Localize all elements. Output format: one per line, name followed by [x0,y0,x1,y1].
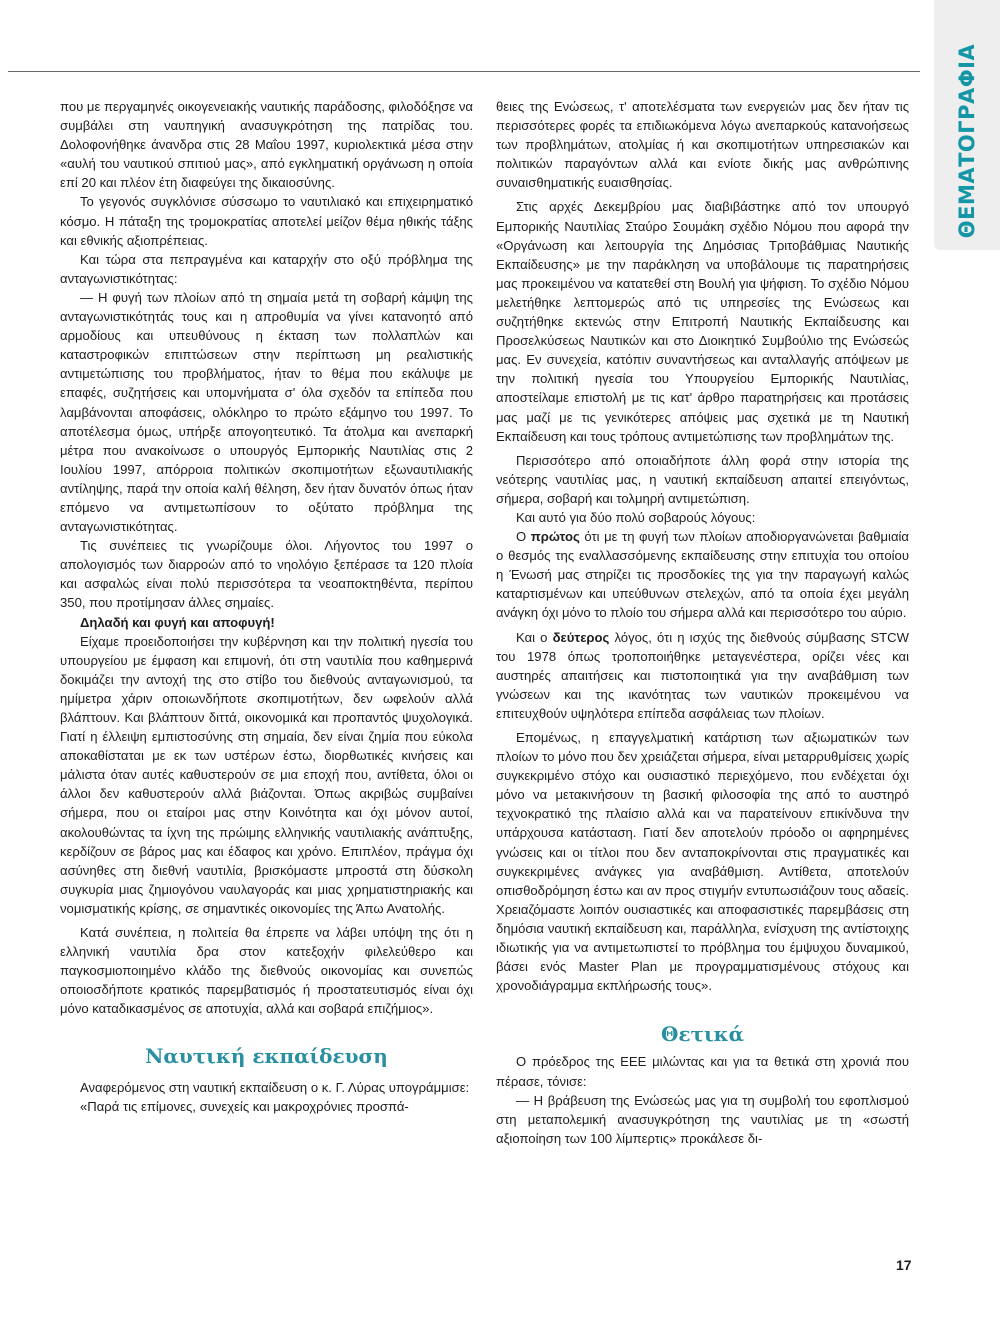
paragraph: Επομένως, η επαγγελματική κατάρτιση των αξιωματικών των πλοίων το μόνο που δεν χρειάζεται σήμερα, είναι μεταρρυθμίσεις χωρίς συγκεκριμένο στόχο και ουσιαστικό περιεχόμενο, που ενδέχεται όχι μόνο να μετακινήσουν τη βασική φιλοσοφία της από το αυστηρό τεχνοκρατικό της πλαίσιο αλλά και να παρατείνουν επικίνδυνα την υπάρχουσα κατάσταση. Γιατί δεν αποτελούν πρόοδο οι αφηρημένες γνώσεις και οι τίτλοι που δεν ανταποκρίνονται στις πραγματικές και συγκεκριμένες ανάγκες για αναβάθμιση. Αντίθετα, αποτελούν οπισθοδρόμηση έστω και αν προς στιγμήν εντυπωσιάζουν τους αδαείς. Χρειαζόμαστε λοιπόν ουσιαστικές και αποφασιστικές παρεμβάσεις στη δημόσια ναυτική εκπαίδευση και, παράλληλα, ενίσχυση της αντίστοιχης ιδιωτικής για να αντιμετωπιστεί το πρόβλημα του έμψυχου δυναμικού, βάσει ενός Master Plan με προγραμματισμένους στόχους και χρονοδιάγραμμα εκπλήρωσής τους». [496,730,909,994]
bold-subheading: Δηλαδή και φυγή και αποφυγή! [80,614,275,630]
paragraph: — Η φυγή των πλοίων από τη σημαία μετά τη σοβαρή κάμψη της ανταγωνιστικότητάς τους και η απροθυμία να γίνει κατανοητό από αρμοδίους και υπευθύνους η έκταση των πολλαπλών και καταστροφικών επιπτώσεων στην περίπτωση μη ρεαλιστικής αντιμετώπισης του προβλήματος, ήταν το θέμα που εκάλυψε με επαφές, συζητήσεις και υπομνήματα σ' όλα σχεδόν τα επίπεδα που λαμβάνονται αποφάσεις, ολόκληρο το πρώτο εξάμηνο του 1997. Το αποτέλεσμα όμως, υπήρξε απογοητευτικό. Τα άτολμα και ανεπαρκή μέτρα που ανακοίνωσε ο υπουργός Εμπορικής Ναυτιλίας στις 2 Ιουλίου 1997, απόρροια πολιτικών σκοπιμοτήτων εξωναυτιλιακής αντίληψης, παρά την οποία καλή θέληση, δεν ήταν δυνατόν όπως ήταν επόμενο να αντιμετωπίσουν το οξύτατο πρόβλημα της ανταγωνιστικότητας. [60,289,473,535]
section-tab-label-wrap [934,35,1000,247]
paragraph: Τις συνέπειες τις γνωρίζουμε όλοι. Λήγοντος του 1997 ο απολογισμός των διαρροών από το νηολόγιο ξεπέρασε τα 120 πλοία και ασφαλώς είναι πολύ περισσότερα τα νεοαποκτηθέντα, περίπου 350, που προτίμησαν άλλες σημαίες. [60,538,473,611]
paragraph: Κατά συνέπεια, η πολιτεία θα έπρεπε να λάβει υπόψη της ότι η ελληνική ναυτιλία δρα στον κατεξοχήν φιλελεύθερο και παγκοσμιοποιημένο κλάδο της διεθνούς οικονομίας και συνεπώς οποιοσδήποτε κρατικός παρεμβατισμός ή προστατευτισμός είναι όχι μόνο καταδικασμένος σε αποτυχία, αλλά και σοβαρά επιζήμιος». [60,925,473,1017]
bold-term: δεύτερος [552,629,610,645]
paragraph: Ο πρόεδρος της ΕΕΕ μιλώντας και για τα θετικά στη χρονιά που πέρασε, τόνισε: [496,1054,909,1089]
right-column [496,97,909,1148]
section-heading: Θετικά [660,1022,745,1047]
paragraph-rest: ότι με τη φυγή των πλοίων αποδιοργανώνεται βαθμιαία ο θεσμός της εναλλασσόμενης εκπαίδευσης στην επιτυχία του οποίου η Ένωσή μας στηρίζει τις προσδοκίες της για την παραγωγή καλώς καταρτισμένων και υπεύθυνων στελεχών, από τα οποία έχει μεγάλη ανάγκη όχι μόνο το πλοίο του σήμερα αλλά και περισσότερο του αύριο. [496,529,909,621]
paragraph: Το γεγονός συγκλόνισε σύσσωμο το ναυτιλιακό και επιχειρηματικό κόσμο. Η πάταξη της τρομοκρατίας αποτελεί μείζον θέμα ηθικής τάξης και εθνικής αξιοπρέπειας. [60,194,473,248]
bold-term: πρώτος [530,529,580,545]
left-column [60,97,473,1116]
paragraph-lead: Και ο [516,629,553,645]
paragraph: — Η βράβευση της Ενώσεώς μας για τη συμβολή του εφοπλισμού στη μεταπολεμική ανασυγκρότηση της ναυτιλίας με τη «σωστή αξιοποίηση των 100 λίμπερτις» προκάλεσε δι- [496,1092,909,1146]
paragraph [496,628,909,723]
section-heading: Ναυτική εκπαίδευση [145,1043,388,1068]
paragraph: Και αυτό για δύο πολύ σοβαρούς λόγους: [516,509,756,525]
paragraph-lead: Ο [516,529,531,545]
paragraph-rest: λόγος, ότι η ισχύς της διεθνούς σύμβασης STCW του 1978 όπως τροποποιήθηκε μεταγενέστερα, ορίζει νέες και αυστηρές απαιτήσεις και πιστοποιητικά για την αναβάθμιση των γνώσεων και της ικανότητας των ναυτικών προκειμένου να επιτευχθούν υψηλότερα επίπεδα ασφάλειας των πλοίων. [496,629,909,721]
top-rule [8,71,920,72]
paragraph: Αναφερόμενος στη ναυτική εκπαίδευση ο κ. Γ. Λύρας υπογράμμισε: [80,1079,470,1095]
paragraph: που με περγαμηνές οικογενειακής ναυτικής παράδοσης, φιλοδόξησε να συμβάλει στη ναυπηγική ανασυγκρότηση της πατρίδας του. Δολοφονήθηκε άνανδρα στις 28 Μαΐου 1997, κυριολεκτικά μέσα στην «αυλή του ναυτικού σπιτιού μας», από εγκληματική οργάνωση η οποία επί 20 και πλέον έτη διαφεύγει της δικαιοσύνης. [60,99,473,191]
section-tab-label: ΘΕΜΑΤΟΓΡΑΦΙΑ [955,43,979,239]
paragraph: θειες της Ενώσεως, τ' αποτελέσματα των ενεργειών μας δεν ήταν τις περισσότερες φορές τα επιδιωκόμενα λόγω ανεπαρκούς κατανοήσεως των προβλημάτων, ατολμίας ή και σκοπιμοτήτων υπηρεσιακών και πολιτικών παραγόντων αλλά και ενίοτε δικής μας ανθρώπινης συναισθηματικής ευαισθησίας. [496,99,909,191]
paragraph: «Παρά τις επίμονες, συνεχείς και μακροχρόνιες προσπά- [80,1098,409,1114]
page-number: 17 [896,1257,912,1273]
paragraph: Περισσότερο από οποιαδήποτε άλλη φορά στην ιστορία της νεότερης ναυτιλίας μας, η ναυτική εκπαίδευση απαιτεί επειγόντως, σήμερα, σοβαρή και τολμηρή αντιμετώπιση. [496,452,909,506]
paragraph [496,527,909,622]
paragraph: Στις αρχές Δεκεμβρίου μας διαβιβάστηκε από τον υπουργό Εμπορικής Ναυτιλίας Σταύρο Σουμάκη σχέδιο Νόμου που αφορά την «Οργάνωση και λειτουργία της Δημόσιας Τριτοβάθμιας Ναυτικής Εκπαίδευσης» με την παράκληση να υποβάλουμε τις παρατηρήσεις μας προκειμένου να κατατεθεί στη Βουλή για ψήφιση. Το σχέδιο Νόμου μελετήθηκε λεπτομερώς από τις υπηρεσίες της Ενώσεως και συζητήθηκε εκτενώς στην Επιτροπή Ναυτικής Εκπαίδευσης και Προσελκύσεως Ναυτικών και στο Διοικητικό Συμβούλιο της Ενώσεώς μας. Εν συνεχεία, κατόπιν συναντήσεως και ανταλλαγής απόψεων με την πολιτική ηγεσία του Υπουργείου Εμπορικής Ναυτιλίας, αποστείλαμε επιστολή με τις κατ' άρθρο παρατηρήσεις και προτάσεις μας μαζί με τις γενικότερες απόψεις μας σχετικά με τη Ναυτική Εκπαίδευση και τους τρόπους αντιμετώπισης των προβλημάτων της. [496,199,909,444]
paragraph: Και τώρα στα πεπραγμένα και καταρχήν στο οξύ πρόβλημα της ανταγωνιστικότητας: [60,251,473,286]
paragraph: Είχαμε προειδοποιήσει την κυβέρνηση και την πολιτική ηγεσία του υπουργείου με έμφαση και επιμονή, ότι στη ναυτιλία που καθημερινά δοκιμάζει την αντοχή της στο στίβο του διεθνούς ανταγωνισμού, τα ημίμετρα χάριν οποιωνδήποτε σκοπιμοτήτων, δεν ωφελούν αλλά βλάπτουν. Και βλάπτουν διττά, οικονομικά και προπαντός ψυχολογικά. Γιατί η έλλειψη εμπιστοσύνης στη σημαία, δεν είναι ζημία που εύκολα αποκαθίσταται με εκ των υστέρων έστω, διορθωτικές κινήσεις και μάλιστα όταν αυτές καθυστερούν σε μια εποχή που, αντίθετα, όλοι οι άλλοι δεν καθυστερούν αλλά βιάζονται. Όπως ακριβώς συμβαίνει σήμερα, που οι εταίροι μας στην Κοινότητα και όχι μόνον αυτοί, ακολουθώντας τα ίχνη της πρώιμης ελληνικής ναυτιλιακής ανάπτυξης, κερδίζουν σε βάρος μας και έδαφος και χρόνο. Επιπλέον, πράγμα όχι ασύνηθες στη διεθνή ναυτιλία, βρισκόμαστε μπροστά στη δύσκολη συγκυρία μιας ζημιογόνου ναυλαγοράς και μιας χρηματιστηριακής και νομισματικής κρίσης, σε σημαντικές οικονομίες της Άπω Ανατολής. [60,633,473,916]
